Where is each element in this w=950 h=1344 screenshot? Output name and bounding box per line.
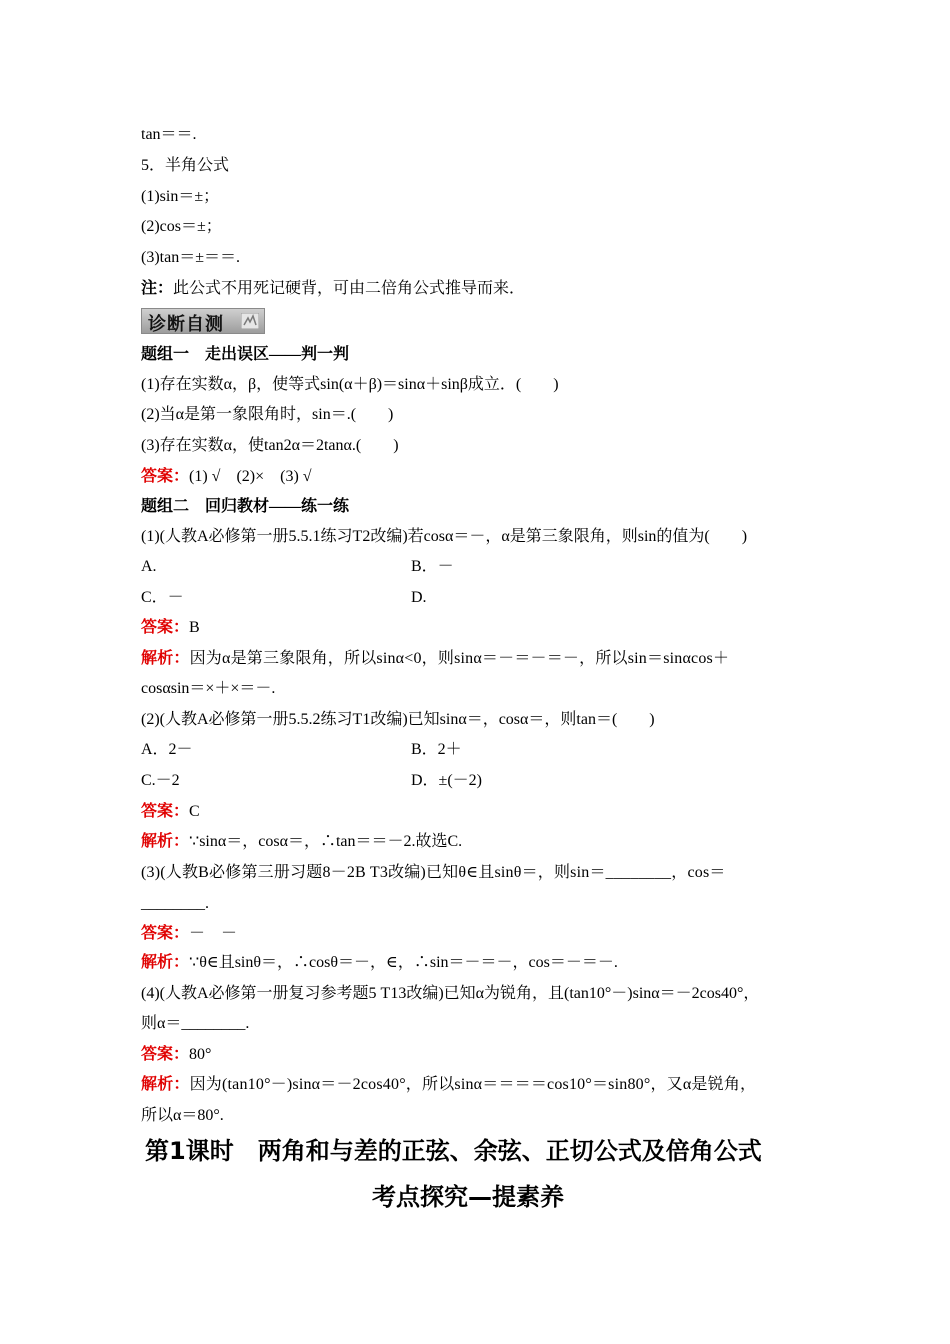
question-line: (2)当α是第一象限角时，sin＝.( ) — [141, 406, 394, 423]
diagnosis-banner — [141, 308, 265, 334]
note-text: 此公式不用死记硬背，可由二倍角公式推导而来． — [173, 280, 526, 297]
question-line: (1)(人教A必修第一册5.5.1练习T2改编)若cosα＝－，α是第三象限角，则sin的值为( ) — [141, 528, 748, 545]
answer-text: C — [189, 803, 200, 820]
analysis-line — [141, 952, 811, 974]
answer-line — [141, 466, 811, 488]
analysis-line — [141, 648, 811, 670]
question-line: (3)(人教B必修第三册习题8－2B T3改编)已知θ∈且sinθ＝，则sin＝________，cos＝ — [141, 864, 726, 881]
choice-a: A. — [141, 558, 157, 575]
choice-b: B．2＋ — [411, 741, 462, 758]
choice-a: A．2－ — [141, 741, 193, 758]
answer-line — [141, 801, 811, 823]
analysis-label: 解析： — [141, 650, 190, 667]
section-heading: 考点探究—提素养 — [372, 1183, 564, 1211]
text-line: tan＝＝. — [141, 126, 197, 143]
analysis-line — [141, 1074, 811, 1096]
question-line: 则α＝________. — [141, 1015, 250, 1032]
analysis-line: 所以α＝80°. — [141, 1107, 224, 1124]
analysis-text: ∵θ∈且sinθ＝，∴cosθ＝－，∈，∴sin＝－＝－，cos＝－＝－. — [189, 954, 618, 971]
answer-line — [141, 923, 811, 945]
analysis-label: 解析： — [141, 1076, 190, 1093]
answer-line — [141, 1044, 811, 1066]
question-line: (4)(人教A必修第一册复习参考题5 T13改编)已知α为锐角，且(tan10°－)sinα＝－2cos40°， — [141, 985, 760, 1002]
question-line: (1)存在实数α，β，使等式sin(α＋β)＝sinα＋sinβ成立．( ) — [141, 376, 559, 393]
choice-row — [141, 556, 811, 578]
choice-d: D．±(－2) — [411, 772, 482, 789]
answer-label: 答案： — [141, 1046, 190, 1063]
analysis-label: 解析： — [141, 833, 190, 850]
group-title: 题组一 走出误区——判一判 — [141, 346, 350, 363]
question-line: (3)存在实数α，使tan2α＝2tanα.( ) — [141, 437, 399, 454]
analysis-line — [141, 831, 811, 853]
analysis-text: ∵sinα＝，cosα＝，∴tan＝＝－2.故选C. — [189, 833, 463, 850]
formula-line: (3)tan＝±＝＝. — [141, 249, 240, 266]
choice-row — [141, 739, 811, 761]
answer-label: 答案： — [141, 619, 190, 636]
choice-row — [141, 770, 811, 792]
answer-line — [141, 617, 811, 639]
analysis-line: cosαsin＝×＋×＝－. — [141, 680, 276, 697]
sparkle-icon — [241, 313, 259, 329]
answer-text: － － — [189, 925, 238, 942]
analysis-text: 因为(tan10°－)sinα＝－2cos40°，所以sinα＝＝＝＝cos10°＝sin80°，又α是锐角， — [189, 1076, 757, 1093]
group-title: 题组二 回归教材——练一练 — [141, 498, 350, 515]
formula-line: (2)cos＝±； — [141, 218, 222, 235]
banner-label: 诊断自测 — [148, 314, 224, 335]
note-label: 注： — [141, 280, 174, 297]
section-number: 5．半角公式 — [141, 157, 230, 174]
answer-text: 80° — [189, 1046, 212, 1063]
choice-b: B．－ — [411, 558, 454, 575]
question-line: ________. — [141, 895, 209, 912]
note-line — [141, 278, 811, 300]
answer-text: B — [189, 619, 200, 636]
lesson-heading: 第1课时 两角和与差的正弦、余弦、正切公式及倍角公式 — [145, 1137, 762, 1165]
choice-c: C．－ — [141, 589, 184, 606]
answer-label: 答案： — [141, 925, 190, 942]
answer-text: (1) √ (2)× (3) √ — [189, 468, 312, 485]
formula-line: (1)sin＝±； — [141, 188, 220, 205]
answer-label: 答案： — [141, 803, 190, 820]
choice-c: C.－2 — [141, 772, 180, 789]
analysis-label: 解析： — [141, 954, 190, 971]
analysis-text: 因为α是第三象限角，所以sinα<0，则sinα＝－＝－＝－，所以sin＝sinαcos＋ — [189, 650, 730, 667]
choice-row — [141, 587, 811, 609]
answer-label: 答案： — [141, 468, 190, 485]
question-line: (2)(人教A必修第一册5.5.2练习T1改编)已知sinα＝，cosα＝，则tan＝( ) — [141, 711, 655, 728]
choice-d: D. — [411, 589, 427, 606]
